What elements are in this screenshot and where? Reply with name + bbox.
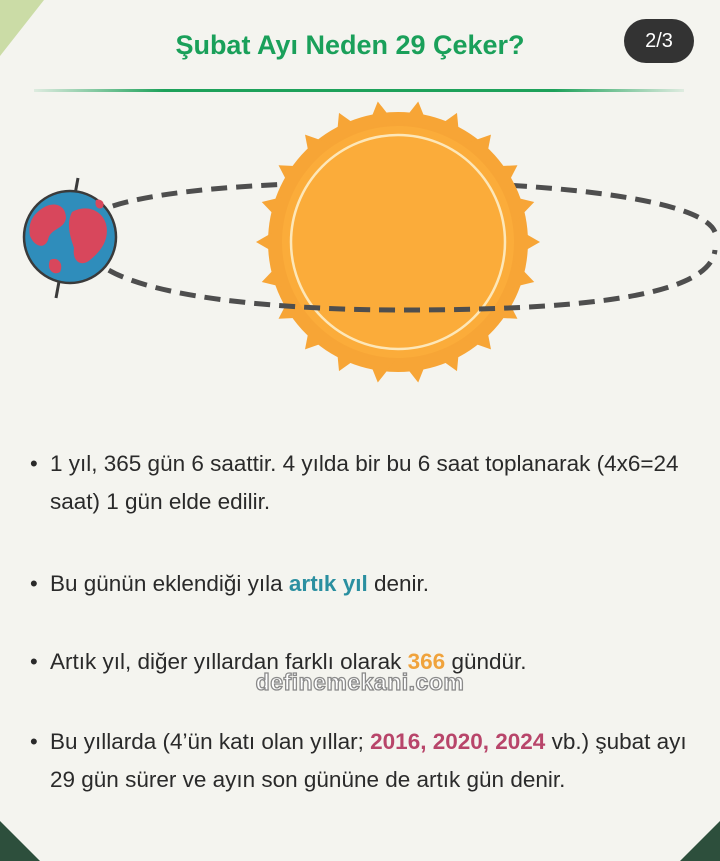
highlight-artik-yil: artık yıl (288, 571, 368, 596)
page-title-text: Şubat Ayı Neden 29 Çeker? (175, 30, 525, 60)
bullet-text-after: vb.) şubat ayı 29 gün sürer ve ayın son gününe de artık gün denir. (50, 729, 687, 792)
list-item (34, 565, 429, 603)
title-divider (34, 89, 684, 92)
bullet-text-before: Bu günün eklendiği yıla (50, 571, 289, 596)
corner-decoration-bottom-left (0, 821, 40, 861)
highlight-years: 2016, 2020, 2024 (370, 729, 546, 754)
bullet-text-after: denir. (367, 571, 430, 596)
corner-decoration-bottom-right (680, 821, 720, 861)
bullet-text-before: Artık yıl, diğer yıllardan farklı olarak (50, 649, 408, 674)
bullet-text: 1 yıl, 365 gün 6 saattir. 4 yılda bir bu 6 saat toplanarak (4x6=24 saat) 1 gün elde edilir. (50, 451, 679, 514)
page-title (0, 30, 720, 61)
page-indicator-badge[interactable]: 2/3 (624, 19, 694, 63)
sun-icon (256, 101, 540, 382)
watermark: definemekani.com (255, 669, 465, 695)
list-item (34, 723, 694, 799)
list-item (34, 445, 694, 521)
bullet-text-before: Bu yıllarda (4’ün katı olan yıllar; (50, 729, 371, 754)
earth-globe-icon (24, 178, 116, 298)
sun-earth-orbit-illustration (0, 100, 720, 390)
bullet-text-after: gündür. (445, 649, 527, 674)
highlight-366: 366 (407, 649, 446, 674)
